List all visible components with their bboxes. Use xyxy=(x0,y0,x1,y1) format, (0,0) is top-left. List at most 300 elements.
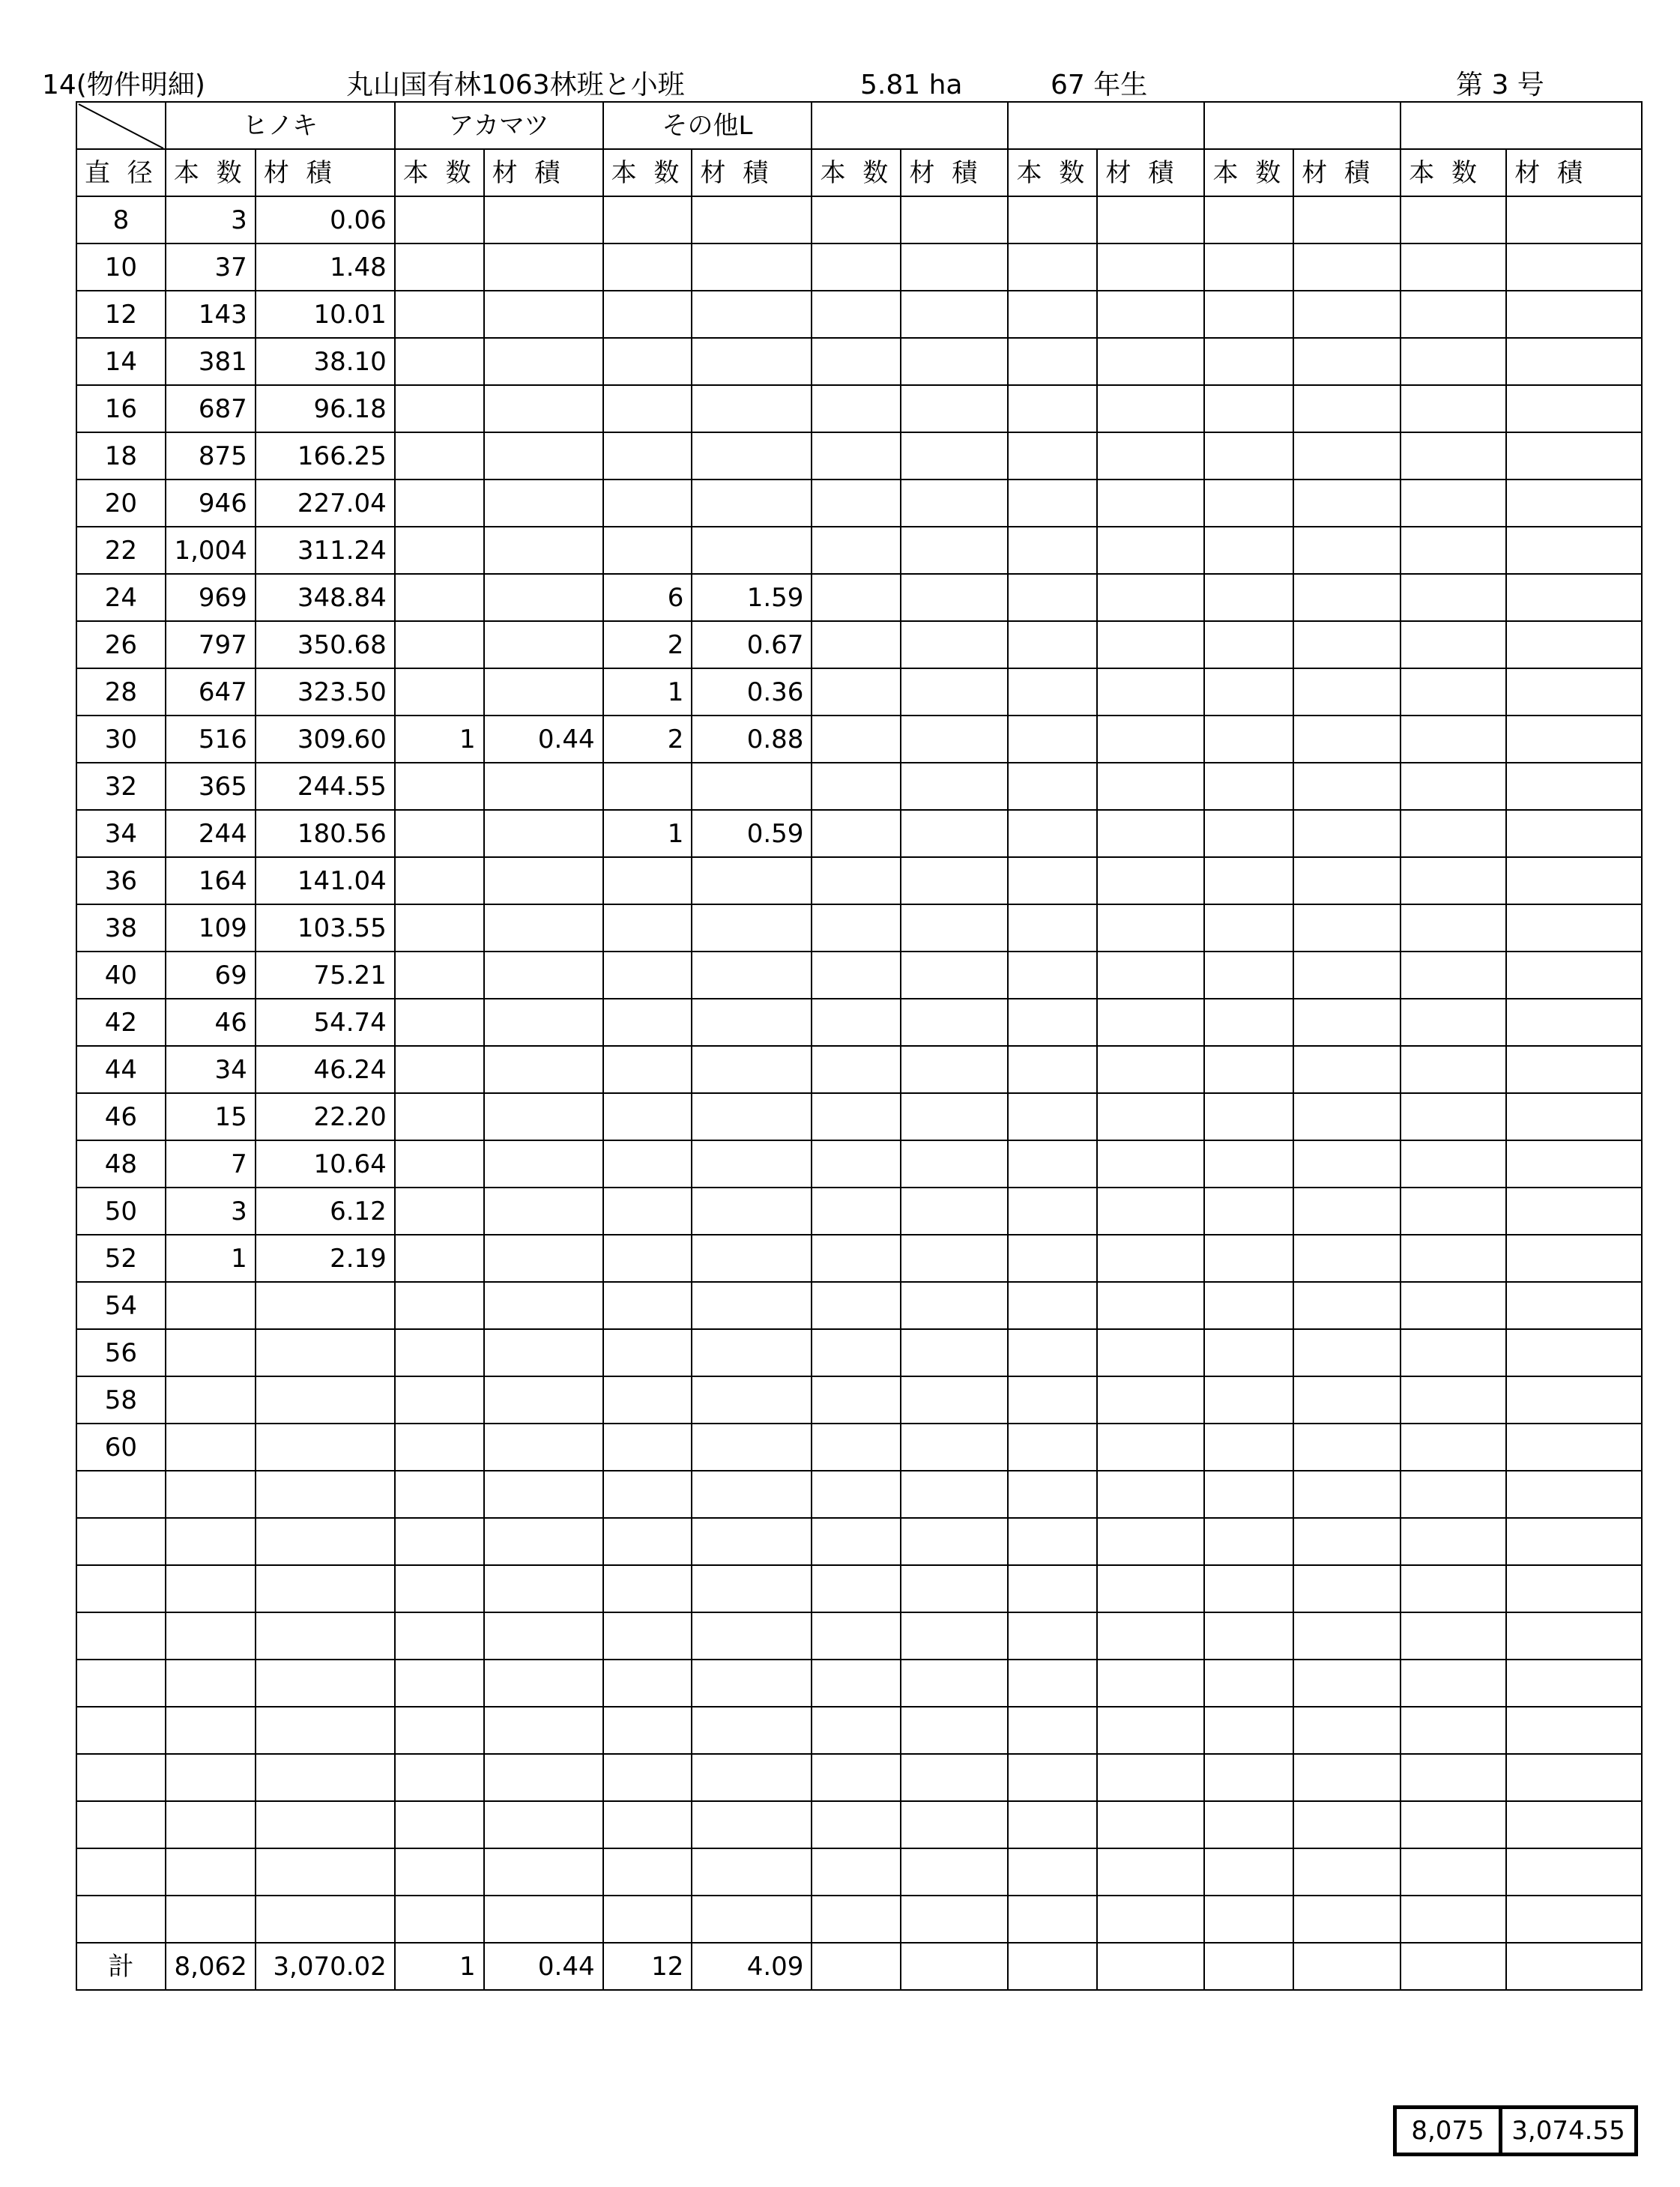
count-cell xyxy=(1008,385,1097,432)
volume-cell xyxy=(1097,1424,1204,1471)
volume-cell xyxy=(901,1093,1008,1140)
volume-cell xyxy=(256,1424,395,1471)
volume-cell: 0.36 xyxy=(692,668,812,716)
volume-cell: 54.74 xyxy=(256,999,395,1046)
table-row xyxy=(76,1612,1642,1660)
count-cell xyxy=(1204,480,1293,527)
count-cell xyxy=(812,1518,901,1565)
diameter-cell: 18 xyxy=(76,432,166,480)
volume-cell xyxy=(1097,1329,1204,1376)
count-cell xyxy=(1008,1612,1097,1660)
total-volume-cell xyxy=(1293,1943,1400,1990)
volume-cell xyxy=(692,1896,812,1943)
count-cell xyxy=(603,1754,692,1801)
volume-cell xyxy=(256,1848,395,1896)
count-cell xyxy=(1008,196,1097,243)
table-row xyxy=(76,1046,1642,1093)
count-cell xyxy=(812,668,901,716)
count-cell xyxy=(603,1093,692,1140)
count-cell xyxy=(1008,1707,1097,1754)
count-cell xyxy=(603,1565,692,1612)
count-cell xyxy=(166,1754,256,1801)
volume-cell xyxy=(256,1707,395,1754)
species-header: その他L xyxy=(603,102,812,149)
count-cell xyxy=(1008,1329,1097,1376)
count-cell xyxy=(166,1707,256,1754)
count-header: 本 数 xyxy=(1400,149,1506,196)
volume-cell xyxy=(1293,1140,1400,1188)
count-cell xyxy=(1008,1424,1097,1471)
table-row xyxy=(76,1565,1642,1612)
diameter-cell: 60 xyxy=(76,1424,166,1471)
volume-cell xyxy=(1097,763,1204,810)
volume-cell: 1.59 xyxy=(692,574,812,621)
count-cell xyxy=(395,1518,484,1565)
volume-cell xyxy=(1293,1188,1400,1235)
volume-cell xyxy=(1506,1471,1642,1518)
volume-cell xyxy=(1293,385,1400,432)
volume-cell xyxy=(901,1707,1008,1754)
count-header: 本 数 xyxy=(812,149,901,196)
count-cell xyxy=(812,291,901,338)
volume-cell xyxy=(901,1140,1008,1188)
column-header-row xyxy=(76,149,1642,196)
volume-cell: 1.48 xyxy=(256,243,395,291)
volume-cell xyxy=(484,196,603,243)
volume-cell xyxy=(256,1471,395,1518)
volume-cell xyxy=(1293,621,1400,668)
count-cell xyxy=(812,1188,901,1235)
volume-cell xyxy=(1506,1329,1642,1376)
total-volume-cell xyxy=(1506,1943,1642,1990)
count-cell xyxy=(1400,1046,1506,1093)
count-cell xyxy=(1400,1612,1506,1660)
volume-cell xyxy=(1506,574,1642,621)
volume-cell xyxy=(1506,1093,1642,1140)
volume-cell xyxy=(1293,668,1400,716)
count-cell xyxy=(1400,904,1506,952)
count-cell xyxy=(812,1376,901,1424)
volume-cell xyxy=(692,243,812,291)
volume-cell xyxy=(901,810,1008,857)
count-cell xyxy=(812,1424,901,1471)
count-cell xyxy=(395,810,484,857)
count-cell xyxy=(1400,480,1506,527)
volume-cell xyxy=(1506,196,1642,243)
count-cell xyxy=(603,904,692,952)
count-cell xyxy=(166,1896,256,1943)
volume-cell xyxy=(901,574,1008,621)
count-cell: 647 xyxy=(166,668,256,716)
volume-cell xyxy=(901,1660,1008,1707)
count-cell xyxy=(1204,999,1293,1046)
volume-cell xyxy=(1506,904,1642,952)
count-cell xyxy=(166,1376,256,1424)
volume-cell: 180.56 xyxy=(256,810,395,857)
count-cell xyxy=(603,527,692,574)
volume-cell xyxy=(901,480,1008,527)
volume-cell xyxy=(1506,763,1642,810)
count-cell xyxy=(603,480,692,527)
volume-cell xyxy=(901,668,1008,716)
count-cell xyxy=(395,1707,484,1754)
count-cell xyxy=(1400,1424,1506,1471)
volume-cell xyxy=(1097,480,1204,527)
volume-cell xyxy=(1293,1424,1400,1471)
count-cell xyxy=(812,810,901,857)
count-cell xyxy=(395,432,484,480)
count-cell: 2 xyxy=(603,621,692,668)
species-header-row xyxy=(76,102,1642,149)
count-cell xyxy=(1008,480,1097,527)
volume-cell xyxy=(1293,574,1400,621)
total-count-cell: 8,062 xyxy=(166,1943,256,1990)
count-cell xyxy=(395,1565,484,1612)
volume-cell xyxy=(692,1188,812,1235)
volume-cell: 0.59 xyxy=(692,810,812,857)
volume-cell: 141.04 xyxy=(256,857,395,904)
volume-cell xyxy=(1097,999,1204,1046)
count-cell xyxy=(1204,385,1293,432)
count-cell xyxy=(1204,810,1293,857)
volume-cell xyxy=(1506,338,1642,385)
total-count-cell: 12 xyxy=(603,1943,692,1990)
volume-cell xyxy=(901,857,1008,904)
table-row xyxy=(76,1376,1642,1424)
volume-cell: 22.20 xyxy=(256,1093,395,1140)
count-cell: 875 xyxy=(166,432,256,480)
count-cell xyxy=(603,243,692,291)
count-cell xyxy=(395,857,484,904)
table-row xyxy=(76,291,1642,338)
count-cell xyxy=(1400,291,1506,338)
count-cell xyxy=(166,1801,256,1848)
count-cell xyxy=(812,385,901,432)
species-header xyxy=(1008,102,1204,149)
count-cell xyxy=(166,1565,256,1612)
volume-cell xyxy=(901,952,1008,999)
count-cell xyxy=(812,716,901,763)
species-header xyxy=(1204,102,1400,149)
volume-cell xyxy=(692,432,812,480)
diameter-cell: 42 xyxy=(76,999,166,1046)
count-cell xyxy=(603,1707,692,1754)
count-cell: 1 xyxy=(166,1235,256,1282)
table-row xyxy=(76,999,1642,1046)
count-cell xyxy=(395,1046,484,1093)
table-row xyxy=(76,1848,1642,1896)
table-row xyxy=(76,338,1642,385)
volume-cell xyxy=(692,904,812,952)
count-header: 本 数 xyxy=(166,149,256,196)
volume-cell xyxy=(484,1140,603,1188)
volume-cell xyxy=(692,952,812,999)
volume-cell xyxy=(1293,432,1400,480)
volume-cell xyxy=(901,1801,1008,1848)
volume-cell xyxy=(692,999,812,1046)
count-cell xyxy=(603,952,692,999)
volume-cell: 10.01 xyxy=(256,291,395,338)
grand-total-row xyxy=(1395,2108,1637,2155)
count-cell xyxy=(395,291,484,338)
count-cell xyxy=(603,432,692,480)
count-cell xyxy=(812,1471,901,1518)
count-cell xyxy=(1204,1612,1293,1660)
volume-cell xyxy=(692,1235,812,1282)
volume-cell xyxy=(1506,1754,1642,1801)
count-cell xyxy=(1204,668,1293,716)
count-cell xyxy=(166,1660,256,1707)
count-cell xyxy=(166,1848,256,1896)
table-row xyxy=(76,243,1642,291)
count-cell: 2 xyxy=(603,716,692,763)
count-cell xyxy=(812,1660,901,1707)
volume-cell xyxy=(484,1093,603,1140)
table-row xyxy=(76,904,1642,952)
total-count-cell: 1 xyxy=(395,1943,484,1990)
volume-cell xyxy=(256,1754,395,1801)
count-cell xyxy=(395,1612,484,1660)
volume-cell: 2.19 xyxy=(256,1235,395,1282)
count-cell xyxy=(1400,1848,1506,1896)
count-cell xyxy=(1204,1424,1293,1471)
volume-cell xyxy=(901,385,1008,432)
count-cell xyxy=(1204,527,1293,574)
total-volume-cell: 3,070.02 xyxy=(256,1943,395,1990)
count-cell: 797 xyxy=(166,621,256,668)
table-row xyxy=(76,196,1642,243)
count-cell xyxy=(395,1424,484,1471)
count-cell: 1 xyxy=(603,810,692,857)
volume-cell xyxy=(1506,621,1642,668)
table-row xyxy=(76,1660,1642,1707)
diameter-cell: 56 xyxy=(76,1329,166,1376)
count-cell xyxy=(166,1282,256,1329)
count-cell xyxy=(812,904,901,952)
volume-cell xyxy=(901,1188,1008,1235)
volume-cell xyxy=(256,1660,395,1707)
count-cell xyxy=(1008,763,1097,810)
volume-cell xyxy=(692,196,812,243)
count-cell: 3 xyxy=(166,1188,256,1235)
volume-cell xyxy=(1293,1612,1400,1660)
count-cell xyxy=(603,1848,692,1896)
count-cell xyxy=(1400,763,1506,810)
volume-cell xyxy=(901,1848,1008,1896)
count-cell xyxy=(166,1471,256,1518)
total-count-cell xyxy=(1008,1943,1097,1990)
diameter-cell: 34 xyxy=(76,810,166,857)
count-cell: 7 xyxy=(166,1140,256,1188)
volume-cell xyxy=(1097,1707,1204,1754)
count-cell xyxy=(1400,1282,1506,1329)
count-cell xyxy=(1400,1801,1506,1848)
diameter-cell: 32 xyxy=(76,763,166,810)
volume-cell xyxy=(1293,1329,1400,1376)
count-cell xyxy=(1204,1471,1293,1518)
volume-cell: 0.44 xyxy=(484,716,603,763)
count-cell xyxy=(603,763,692,810)
count-cell xyxy=(1204,338,1293,385)
volume-cell xyxy=(692,1754,812,1801)
volume-cell xyxy=(1097,1140,1204,1188)
volume-cell xyxy=(484,385,603,432)
volume-cell xyxy=(692,1707,812,1754)
total-volume-cell: 4.09 xyxy=(692,1943,812,1990)
volume-cell xyxy=(1293,243,1400,291)
volume-cell xyxy=(901,432,1008,480)
volume-cell xyxy=(901,1046,1008,1093)
count-cell: 1,004 xyxy=(166,527,256,574)
volume-cell xyxy=(484,1376,603,1424)
count-cell xyxy=(1400,1188,1506,1235)
volume-cell xyxy=(1506,952,1642,999)
volume-header: 材 積 xyxy=(256,149,395,196)
count-cell xyxy=(603,338,692,385)
volume-cell xyxy=(1097,1235,1204,1282)
count-cell xyxy=(166,1612,256,1660)
volume-cell xyxy=(1097,1518,1204,1565)
volume-cell xyxy=(484,1896,603,1943)
count-cell xyxy=(395,1471,484,1518)
grand-total-box xyxy=(1393,2105,1638,2156)
diameter-cell: 24 xyxy=(76,574,166,621)
count-cell xyxy=(1400,668,1506,716)
count-cell xyxy=(1400,1565,1506,1612)
count-cell xyxy=(1400,1093,1506,1140)
table-row xyxy=(76,480,1642,527)
count-cell xyxy=(1008,1518,1097,1565)
volume-cell xyxy=(1293,480,1400,527)
volume-cell xyxy=(1097,196,1204,243)
count-cell xyxy=(603,999,692,1046)
volume-header: 材 積 xyxy=(901,149,1008,196)
count-cell xyxy=(1400,716,1506,763)
table-row xyxy=(76,1235,1642,1282)
count-cell: 1 xyxy=(603,668,692,716)
volume-cell xyxy=(901,1282,1008,1329)
count-cell xyxy=(1008,527,1097,574)
diameter-cell: 30 xyxy=(76,716,166,763)
count-cell xyxy=(1204,291,1293,338)
count-cell xyxy=(166,1424,256,1471)
count-cell xyxy=(395,1754,484,1801)
volume-cell xyxy=(484,1660,603,1707)
count-cell xyxy=(395,952,484,999)
volume-cell xyxy=(1293,716,1400,763)
volume-cell xyxy=(692,385,812,432)
diameter-cell: 38 xyxy=(76,904,166,952)
volume-cell: 309.60 xyxy=(256,716,395,763)
count-cell xyxy=(1204,243,1293,291)
count-cell xyxy=(1400,1329,1506,1376)
count-cell: 946 xyxy=(166,480,256,527)
count-cell xyxy=(395,904,484,952)
table-row xyxy=(76,385,1642,432)
count-cell xyxy=(1008,904,1097,952)
volume-cell xyxy=(901,196,1008,243)
count-cell xyxy=(812,999,901,1046)
diameter-cell: 28 xyxy=(76,668,166,716)
volume-cell xyxy=(901,1518,1008,1565)
volume-cell xyxy=(1506,1235,1642,1282)
count-cell xyxy=(1008,243,1097,291)
diameter-cell: 58 xyxy=(76,1376,166,1424)
volume-cell xyxy=(692,763,812,810)
table-row xyxy=(76,1140,1642,1188)
count-cell xyxy=(1008,1660,1097,1707)
volume-cell xyxy=(901,1235,1008,1282)
count-cell xyxy=(603,385,692,432)
volume-cell xyxy=(1506,810,1642,857)
volume-cell xyxy=(1097,1848,1204,1896)
volume-cell xyxy=(1506,243,1642,291)
volume-cell xyxy=(256,1896,395,1943)
count-cell xyxy=(1204,1046,1293,1093)
count-cell xyxy=(395,1660,484,1707)
volume-cell xyxy=(1506,1565,1642,1612)
volume-cell xyxy=(1293,338,1400,385)
table-row xyxy=(76,527,1642,574)
count-cell xyxy=(812,338,901,385)
count-cell xyxy=(812,621,901,668)
grand-total-volume: 3,074.55 xyxy=(1501,2108,1637,2155)
volume-cell xyxy=(484,432,603,480)
volume-cell xyxy=(1506,527,1642,574)
volume-cell xyxy=(1097,1612,1204,1660)
diameter-cell: 16 xyxy=(76,385,166,432)
count-cell xyxy=(1400,527,1506,574)
count-cell xyxy=(1204,857,1293,904)
count-header: 本 数 xyxy=(603,149,692,196)
volume-cell xyxy=(256,1518,395,1565)
diameter-cell: 10 xyxy=(76,243,166,291)
count-cell xyxy=(1400,1140,1506,1188)
count-cell xyxy=(1400,432,1506,480)
count-cell xyxy=(603,1471,692,1518)
volume-cell: 323.50 xyxy=(256,668,395,716)
volume-cell xyxy=(1097,432,1204,480)
volume-cell: 0.67 xyxy=(692,621,812,668)
count-cell: 969 xyxy=(166,574,256,621)
volume-cell xyxy=(484,1471,603,1518)
count-cell xyxy=(812,1612,901,1660)
volume-cell xyxy=(1097,243,1204,291)
count-cell xyxy=(1008,338,1097,385)
count-cell xyxy=(395,1093,484,1140)
volume-cell xyxy=(1506,999,1642,1046)
diagonal-line xyxy=(77,103,165,149)
count-cell xyxy=(812,1848,901,1896)
count-cell xyxy=(812,1801,901,1848)
count-cell xyxy=(812,763,901,810)
table-row xyxy=(76,574,1642,621)
age-label: 67 年生 xyxy=(1051,70,1148,100)
volume-cell xyxy=(1506,432,1642,480)
count-cell xyxy=(395,1848,484,1896)
volume-cell xyxy=(901,1329,1008,1376)
volume-cell xyxy=(1097,904,1204,952)
volume-cell xyxy=(256,1329,395,1376)
count-cell xyxy=(812,196,901,243)
total-row xyxy=(76,1943,1642,1990)
total-label: 計 xyxy=(76,1943,166,1990)
table-row xyxy=(76,857,1642,904)
volume-cell xyxy=(1293,1565,1400,1612)
table-row xyxy=(76,763,1642,810)
count-cell xyxy=(812,1046,901,1093)
table-row xyxy=(76,432,1642,480)
